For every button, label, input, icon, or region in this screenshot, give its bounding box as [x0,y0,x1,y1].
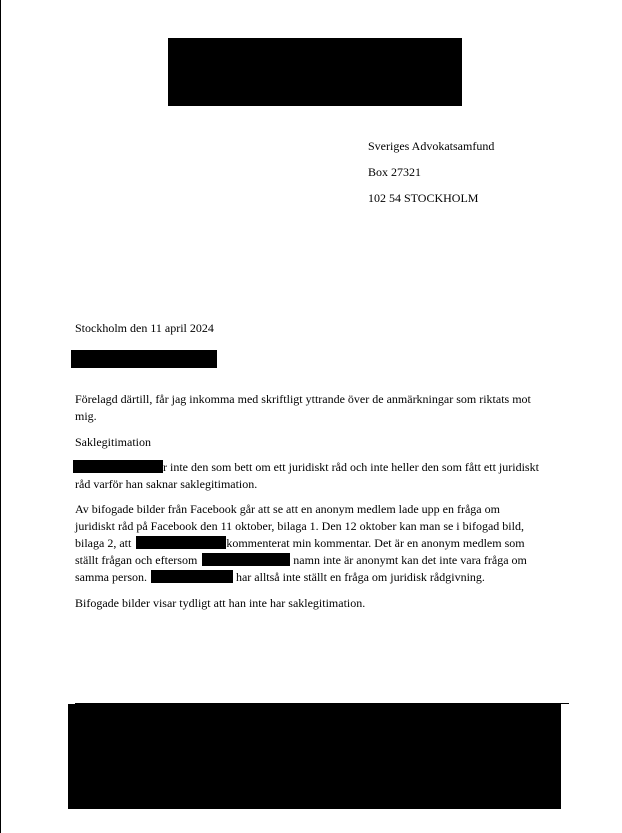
name-redaction [202,553,290,566]
paragraph-2-line-3 [75,535,553,552]
paragraph-1-line-1 [73,459,555,476]
name-redaction [151,570,233,583]
reference-redaction [71,350,217,368]
paragraph-2-line-4 [75,552,553,569]
paragraph-2-line-5-a: samma person. [75,570,147,584]
section-heading: Saklegitimation [75,435,151,449]
intro-paragraph [75,391,553,425]
recipient-postal: 102 54 STOCKHOLM [368,191,479,205]
recipient-box: Box 27321 [368,165,422,179]
name-redaction [73,460,163,473]
paragraph-2-line-3-a: bilaga 2, att [75,536,132,550]
intro-line-2: mig. [75,409,97,423]
paragraph-2-line-3-b: kommenterat min kommentar. Det är en anonym medlem som [226,536,525,550]
paragraph-2-line-5 [75,569,553,586]
paragraph-2 [75,501,553,586]
letterhead-redaction [168,38,462,106]
paragraph-2-line-5-b: har alltså inte ställt en fråga om juridisk rådgivning. [235,570,485,584]
paragraph-2-line-2: juridiskt råd på Facebook den 11 oktober, bilaga 1. Den 12 oktober kan man se i bifogad bild, [75,519,524,533]
paragraph-3: Bifogade bilder visar tydligt att han inte har saklegitimation. [75,596,366,610]
paragraph-2-line-4-b: namn inte är anonymt kan det inte vara fråga om [293,553,527,567]
date-line: Stockholm den 11 april 2024 [75,321,214,335]
page-edge [0,0,1,833]
intro-line-1: Förelagd därtill, får jag inkomma med skriftligt yttrande över de anmärkningar som riktats mot [75,392,531,406]
paragraph-1-line-2: råd varför han saknar saklegitimation. [75,477,258,491]
paragraph-2-line-1: Av bifogade bilder från Facebook går att se att en anonym medlem lade upp en fråga om [75,502,500,516]
paragraph-2-line-4-a: ställt frågan och eftersom [75,553,198,567]
footer-redaction [68,704,561,809]
name-redaction [136,536,226,549]
recipient-name: Sveriges Advokatsamfund [368,139,495,153]
paragraph-1-text: r inte den som bett om ett juridiskt råd och inte heller den som fått ett juridiskt [163,460,539,474]
paragraph-1 [73,459,555,493]
